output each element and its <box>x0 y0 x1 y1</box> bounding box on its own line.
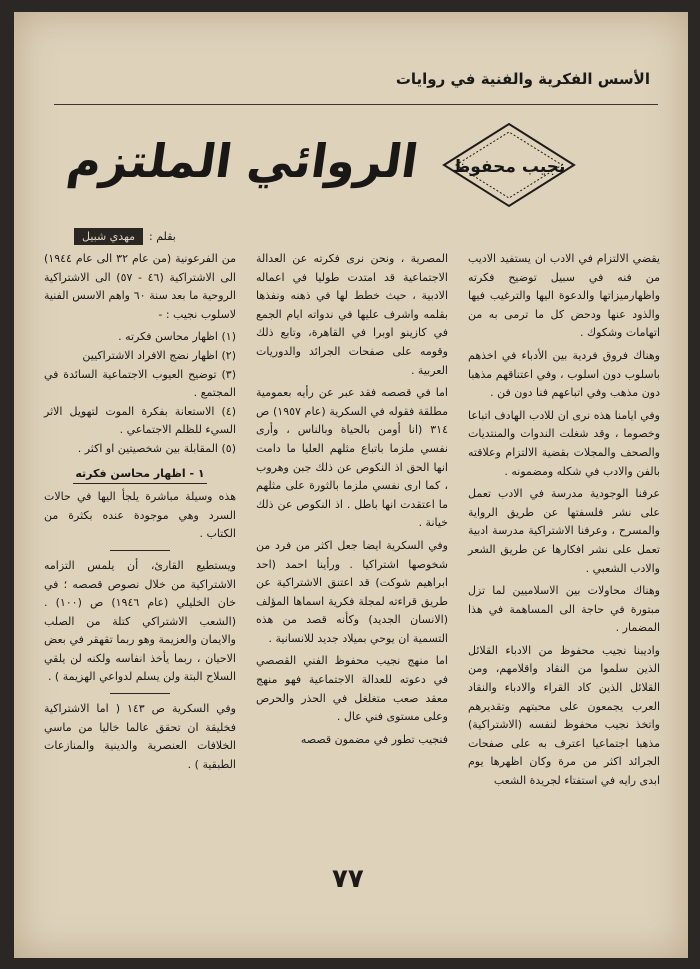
paragraph: وهناك محاولات بين الاسلاميين لما تزل مبتورة في حاجة الى المساهمة في هذا المضمار . <box>468 584 660 635</box>
header-rule <box>54 104 658 105</box>
article-title: الروائي الملتزم <box>64 134 422 188</box>
paragraph: عرفنا الوجودية مدرسة في الادب تعمل على نشر فلسفتها عن طريق الرواية والمسرح ، وعرفنا الاشتراكية مدرسة ادبية تعمل على نشر افكارها عن طريق الشعر والادب الشعبي . <box>468 487 660 575</box>
separator-rule <box>110 693 170 694</box>
section-subheading: ١ - اظهار محاسن فكرته <box>73 465 206 485</box>
list-item: (٣) توضيح العيوب الاجتماعية السائدة في المجتمع . <box>44 367 236 400</box>
byline-prefix: بقلم : <box>149 229 176 243</box>
paragraph: هذه وسيلة مباشرة يلجأ اليها في حالات السرد وهي موجودة عنده بكثرة من الكتاب . <box>44 490 236 541</box>
name-diamond-emblem <box>434 120 584 210</box>
diamond-label: نجيب محفوظ <box>452 157 566 177</box>
paragraph: ويستطيع القارئ، أن يلمس التزامه الاشتراكية من خلال نصوص قصصه ؛ في خان الخليلي (عام ١٩٤٦) ص (١٠٠) . (الشعب الاشتراكي كتلة من الصلب والايمان والعزيمة وهو ربما تقهقر في بعض الاحيان ، ربما يأخذ انفاسه ولكنه لن يلقي السلاح البتة ولن يسلم لدواعي الهزيمة ) . <box>44 558 236 684</box>
paragraph: وهناك فروق فردية بين الأدباء في اخذهم باسلوب دون اسلوب ، وفي اعتناقهم مذهبا دون مذهب وفي اتباعهم فنا دون فن . <box>468 348 660 400</box>
separator-rule <box>110 550 170 551</box>
column-left <box>44 250 236 778</box>
list-item: (٢) اظهار نضج الافراد الاشتراكيين <box>82 348 236 362</box>
byline <box>74 225 176 247</box>
paragraph: المصرية ، ونحن نرى فكرته عن العدالة الاجتماعية قد امتدت طوليا في اعماله الادبية ، حيث خطط لها في ذهنه ونفذها بقلمه واشرف عليها في ندواته ايام الجمع في كازينو اوبرا في القاهرة، وتابع ذلك وقومه على صفحات الجرائد والدوريات العربية . <box>256 252 448 377</box>
page-number: ٧٧ <box>332 864 364 894</box>
paragraph: واديبنا نجيب محفوظ من الادباء القلائل الذين سلموا من النقاد واقلامهم، ومن القلائل الذين كاد القراء والادباء والنقاد العرب يجمعون على محبتهم وتقديرهم واتخذ نجيب محفوظ لنفسه (الاشتراكية) مذهبا اجتماعيا اعترف به على صفحات الجرائد اكثر من مرة وكان اظهرها يوم ابدى رايه في استفتاء لجريدة الشعب <box>468 643 660 788</box>
paragraph: من الفرعونية (من عام ٣٢ الى عام ١٩٤٤) الى الاشتراكية (٤٦ - ٥٧) الى الاشتراكية الروحية ما بعد سنة ٦٠ واهم الاسس الفنية لاسلوب نجيب : - <box>44 252 236 321</box>
list-item: (٤) الاستعانة بفكرة الموت لتهويل الاثر السيء للظلم الاجتماعي . <box>44 404 236 437</box>
list-item: (١) اظهار محاسن فكرته . <box>118 330 236 344</box>
paragraph: اما في قصصه فقد عبر عن رأيه بعمومية مطلقة فقوله في السكرية (عام ١٩٥٧) ص ٣١٤ (انا أومن بالحياة وبالناس ، وأرى نفسي ملزما باتباع مثلهم العليا ما دامت انها الحق اذ النكوص عن ذلك جبن وهروب ، كما ارى نفسي ملزما بالثورة على مثلهم ما اعتقدت انها باطل . اذ النكوص عن ذلك خيانة . <box>256 386 448 530</box>
column-middle <box>256 250 448 753</box>
paragraph: اما منهج نجيب محفوظ الفني القصصي في دعوته للعدالة الاجتماعية فهو منهج معقد صعب متغلغل في الحذر والحرص وعلى مستوى فني عال . <box>256 654 448 724</box>
running-header: الأسس الفكرية والفنية في روايات <box>395 70 650 88</box>
paragraph: فنجيب تطور في مضمون قصصه <box>300 732 448 746</box>
list-item: (٥) المقابلة بين شخصيتين او اكثر . <box>77 441 236 455</box>
author-name: مهدي شبيل <box>74 228 143 245</box>
column-right <box>468 250 660 795</box>
paragraph: يقضي الالتزام في الادب ان يستفيد الاديب من فنه في سبيل توضيح فكرته واظهارميزاتها والدعوة اليها والترغيب فيها والذود عنها ودحض كل ما ترمى به من اتهامات وشكوك . <box>468 252 660 340</box>
magazine-page <box>14 12 688 958</box>
paragraph: وفي ايامنا هذه نرى ان للادب الهادف اتباعا وخصوما ، وقد شغلت الندوات والمنتديات والصحف والمجلات بقضية الالتزام وعلاقته بالفن والادب في شكله ومضمونه . <box>468 408 660 478</box>
paragraph: وفي السكرية ايضا جعل اكثر من فرد من شخوصها اشتراكيا . ورأينا احمد (احد ابراهيم شوكت) قد اعتنق الاشتراكية عن طريق قراءته لمجلة فكرية اسماها المؤلف (الانسان الجديد) وكأنه قصد من هذه التسمية ان يوحي بميلاد جديد للانسانية . <box>256 538 448 645</box>
paragraph: وفي السكرية ص ١٤٣ ( اما الاشتراكية فخليقة ان تحقق عالما خاليا من ماسي الخلافات العنصرية والدينية والمنازعات الطبقية ) . <box>44 702 236 771</box>
